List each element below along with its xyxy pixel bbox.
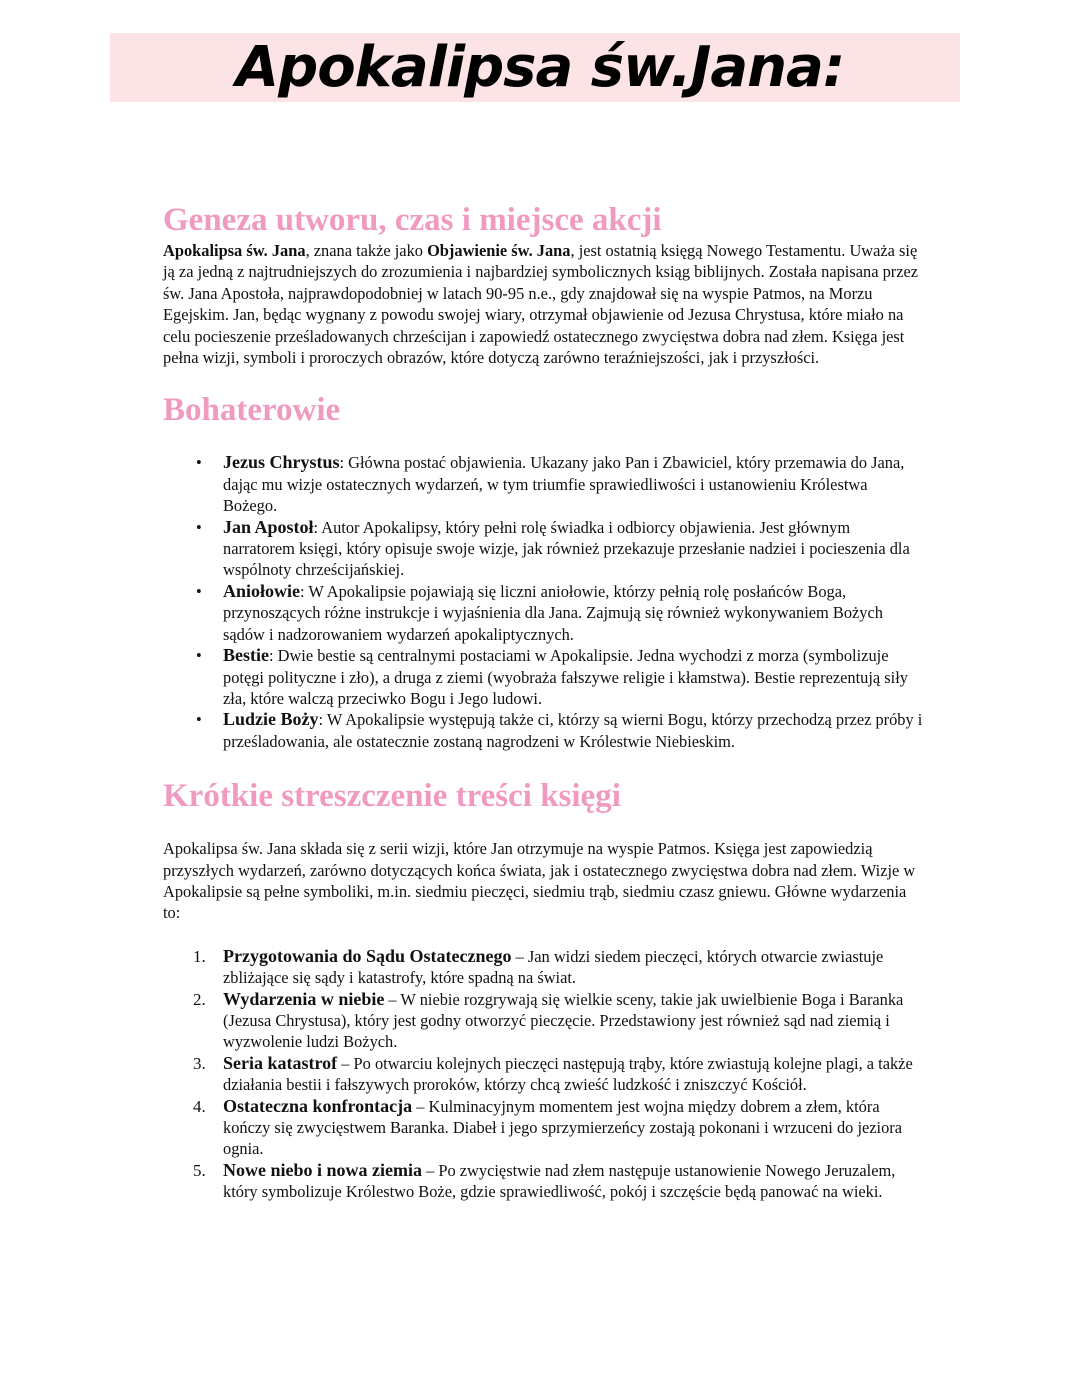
document-title: Apokalipsa św.Jana: <box>235 35 845 100</box>
events-list <box>163 946 923 1203</box>
event-name: Ostateczna konfrontacja <box>223 1095 413 1116</box>
summary-intro: Apokalipsa św. Jana składa się z serii wizji, które Jan otrzymuje na wyspie Patmos. Księga jest zapowiedzią przyszłych wydarzeń, zarówno dotyczących końca świata, jak i ostatecznego zwycięstwa dobra nad złem. Wizje w Apokalipsie są pełne symboliki, m.in. siedmiu pieczęci, siedmiu trąb, siedmiu czasz gniewu. Główne wydarzenia to: <box>163 839 916 923</box>
character-description: : W Apokalipsie występują także ci, którzy są wierni Bogu, którzy przechodzą przez próby i prześladowania, ale ostatecznie zostaną nagrodzeni w Królestwie Niebieskim. <box>223 710 923 751</box>
item-number: 5. <box>193 1160 206 1180</box>
list-item <box>196 709 923 752</box>
item-number: 1. <box>193 946 206 966</box>
event-name: Wydarzenia w niebie <box>223 988 385 1009</box>
list-item <box>196 452 923 516</box>
character-description: : Autor Apokalipsy, który pełni rolę świadka i odbiorcy objawienia. Jest głównym narratorem księgi, który opisuje swoje wizje, jak również przekazuje przesłanie nadziei i pocieszenia dla wspólnoty chrześcijańskiej. <box>223 517 910 580</box>
list-item <box>196 580 923 645</box>
paragraph-text: , znana także jako <box>305 241 428 260</box>
event-description: – Po otwarciu kolejnych pieczęci następują trąby, które zwiastują kolejne plagi, a także działania bestii i fałszywych proroków, którzy chcą zwieść ludzkość i zniszczyć Kościół. <box>223 1053 913 1095</box>
list-item <box>193 988 923 1053</box>
bold-term: Apokalipsa św. Jana <box>163 241 306 260</box>
character-description: : Dwie bestie są centralnymi postaciami w Apokalipsie. Jedna wychodzi z morza (symbolizuje potęgi polityczne i zło), a druga z ziemi (wyobraża fałszywe religie i kłamstwa). Bestie reprezentują siły zła, które walczą przeciwko Bogu i Jego ludowi. <box>223 646 908 708</box>
list-item <box>196 516 923 581</box>
genesis-paragraph <box>163 240 923 368</box>
character-name: Jezus Chrystus <box>223 452 340 473</box>
bullet-icon: • <box>196 581 202 601</box>
item-number: 4. <box>193 1096 206 1116</box>
bold-term: Objawienie św. Jana <box>427 241 571 260</box>
characters-list <box>163 452 923 752</box>
event-name: Nowe niebo i nowa ziemia <box>223 1159 422 1180</box>
item-number: 3. <box>193 1053 206 1073</box>
character-name: Bestie <box>223 645 269 666</box>
event-description: – Kulminacyjnym momentem jest wojna między dobrem a złem, która kończy się zwycięstwem Baranka. Diabeł i jego sprzymierzeńcy zostają pokonani i wrzuceni do jeziora ognia. <box>223 1096 903 1159</box>
bullet-icon: • <box>196 453 202 473</box>
bullet-icon: • <box>196 646 202 666</box>
list-item <box>193 1052 923 1096</box>
event-name: Przygotowania do Sądu Ostatecznego <box>223 945 512 966</box>
bullet-icon: • <box>196 517 202 537</box>
character-name: Aniołowie <box>223 580 301 601</box>
section-heading-genesis: Geneza utworu, czas i miejsce akcji <box>163 202 662 238</box>
character-description: : W Apokalipsie pojawiają się liczni aniołowie, którzy pełnią rolę posłańców Boga, przynoszących różne instrukcje i wyjaśnienia dla Jana. Zajmują się również wykonywaniem Bożych sądów i nadzorowaniem wydarzeń apokaliptycznych. <box>223 581 883 644</box>
character-description: : Główna postać objawienia. Ukazany jako Pan i Zbawiciel, który przemawia do Jana, dając mu wizje ostatecznych wydarzeń, w tym triumfie sprawiedliwości i ustanowieniu Królestwa Bożego. <box>223 453 905 516</box>
section-heading-summary: Krótkie streszczenie treści księgi <box>163 778 621 815</box>
list-item <box>193 1095 923 1160</box>
character-name: Ludzie Boży <box>223 709 319 730</box>
event-name: Seria katastrof <box>223 1052 338 1073</box>
event-description: – Jan widzi siedem pieczęci, których otwarcie zwiastuje zbliżające się sądy i katastrofy, które spadną na świat. <box>223 946 884 988</box>
list-item <box>196 645 923 709</box>
item-number: 2. <box>193 989 206 1009</box>
list-item <box>193 1159 923 1203</box>
list-item <box>193 945 923 989</box>
paragraph-text: , jest ostatnią księgą Nowego Testamentu. Uważa się ją za jedną z najtrudniejszych do zrozumienia i najbardziej symbolicznych ksiąg biblijnych. Została napisana przez św. Jana Apostoła, najprawdopodobniej w latach 90-95 n.e., gdy znajdował się na wyspie Patmos, na Morzu Egejskim. Jan, będąc wygnany z powodu swojej wiary, otrzymał objawienie od Jezusa Chrystusa, które miało na celu pocieszenie prześladowanych chrześcijan i zapowiedź ostatecznego zwycięstwa dobra nad złem. Księga jest pełna wizji, symboli i proroczych obrazów, które dotyczą zarówno teraźniejszości, jak i przyszłości. <box>163 241 919 368</box>
section-heading-characters: Bohaterowie <box>163 392 341 429</box>
document-body <box>163 200 923 1203</box>
event-description: – Po zwycięstwie nad złem następuje ustanowienie Nowego Jeruzalem, który symbolizuje Królestwo Boże, gdzie sprawiedliwość, pokój i szczęście będą panować na wieki. <box>223 1160 896 1202</box>
character-name: Jan Apostoł <box>223 516 314 537</box>
event-description: – W niebie rozgrywają się wielkie sceny, takie jak uwielbienie Boga i Baranka (Jezusa Chrystusa), który jest godny otworzyć pieczęcie. Przedstawiony jest również sąd nad ziemią i wyzwolenie ludzi Bożych. <box>223 989 904 1052</box>
bullet-icon: • <box>196 710 202 730</box>
